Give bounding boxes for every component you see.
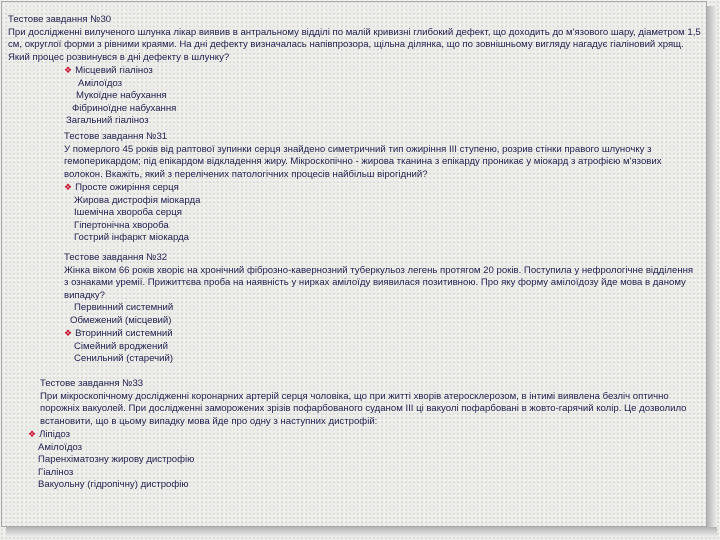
task-title: Тестове завдання №32 (64, 252, 168, 263)
task-title: Тестове завдання №30 (8, 14, 112, 25)
option-correct[interactable]: ❖ Ліпідоз (28, 429, 71, 440)
task-question: Жінка віком 66 років хворіє на хронічний фіброзно-кавернозний туберкульоз легень протягом 20 років. Поступила у нефрологічне відділення з ознаками уремії. Прижиттєва проба на наявність у нирках амілоїду виявилася позитивною. Про яку форму амілоїдозу йде мова в даному випадку? (64, 264, 694, 301)
correct-marker-icon: ❖ (64, 65, 73, 75)
option[interactable]: Ішемічна хвороба серця (74, 207, 182, 218)
options-list (8, 64, 702, 128)
option[interactable]: Фібриноїдне набухання (72, 102, 177, 114)
option[interactable]: Гіпертонічна хвороба (74, 219, 169, 231)
option[interactable]: Сімейний вроджений (74, 340, 168, 352)
options-list (64, 181, 700, 245)
option-correct[interactable]: ❖ Вторинний системний (64, 328, 173, 339)
option[interactable]: Гострий інфаркт міокарда (74, 232, 190, 243)
options-list (64, 302, 698, 366)
task-30 (8, 14, 702, 128)
task-32 (64, 252, 698, 366)
task-question: При мікроскопічному дослідженні коронарних артерій серця чоловіка, що при житті хворів атеросклерозом, в інтимі виявлена безліч оптично порожніх вакуолей. При дослідженні заморожених зрізів пофарбованого суданом ІІІ ці вакуолі пофарбовані в жовто-гарячий колір. Це дозволило встановити, що в цьому випадку мова йде про одну з наступних дистрофій: (40, 390, 687, 427)
option[interactable]: Обмежений (місцевий) (70, 314, 172, 326)
slide-shadow-bottom (6, 527, 717, 537)
option[interactable]: Вакуольну (гідропічну) дистрофію (38, 479, 189, 490)
task-31 (64, 131, 700, 245)
correct-marker-icon: ❖ (64, 182, 73, 192)
option-correct[interactable]: ❖ Місцевий гіаліноз (64, 65, 153, 76)
task-question: У померлого 45 років від раптової зупинки серця знайдено симетричний тип ожиріння ІІІ ступеню, розрив стінки правого шлуночку з гемоперикардом; під епікардом відкладення жиру. Мікроскопічно - жирова тканина з епікарду проникає у міокард з атрофією м'язових волокон. Вкажіть, який з перелічених патологічних процесів найбільш вірогідний? (64, 143, 662, 180)
option[interactable]: Амілоїдоз (78, 77, 123, 89)
correct-marker-icon: ❖ (28, 429, 37, 439)
option[interactable]: Сенильний (старечий) (74, 353, 174, 364)
option-correct[interactable]: ❖ Просте ожиріння серця (64, 182, 179, 193)
option[interactable]: Паренхіматозну жирову дистрофію (38, 454, 195, 465)
task-title: Тестове завдання №31 (64, 131, 168, 142)
option[interactable]: Амілоїдоз (38, 441, 83, 453)
task-title: Тестове завдання №33 (40, 378, 144, 389)
option[interactable]: Загальний гіаліноз (66, 115, 149, 126)
task-33 (24, 378, 692, 492)
options-list (24, 428, 692, 492)
option[interactable]: Гіаліноз (38, 466, 74, 478)
slide-shadow-right (707, 6, 717, 530)
option[interactable]: Жирова дистрофія міокарда (74, 194, 201, 206)
option[interactable]: Первинний системний (74, 302, 174, 313)
correct-marker-icon: ❖ (64, 328, 73, 338)
task-question: При дослідженні вилученого шлунка лікар виявив в антральному відділі по малій кривизні глибокий дефект, що доходить до м'язового шару, діаметром 1,5 см, округлої форми з рівними краями. На дні дефекту визначалась напівпрозора, щільна ділянка, що по зовнішньому вигляду нагадує гіаліновий хрящ. Який процес розвинувся в дні дефекту в шлунку? (8, 26, 701, 63)
option[interactable]: Мукоїдне набухання (76, 90, 167, 101)
